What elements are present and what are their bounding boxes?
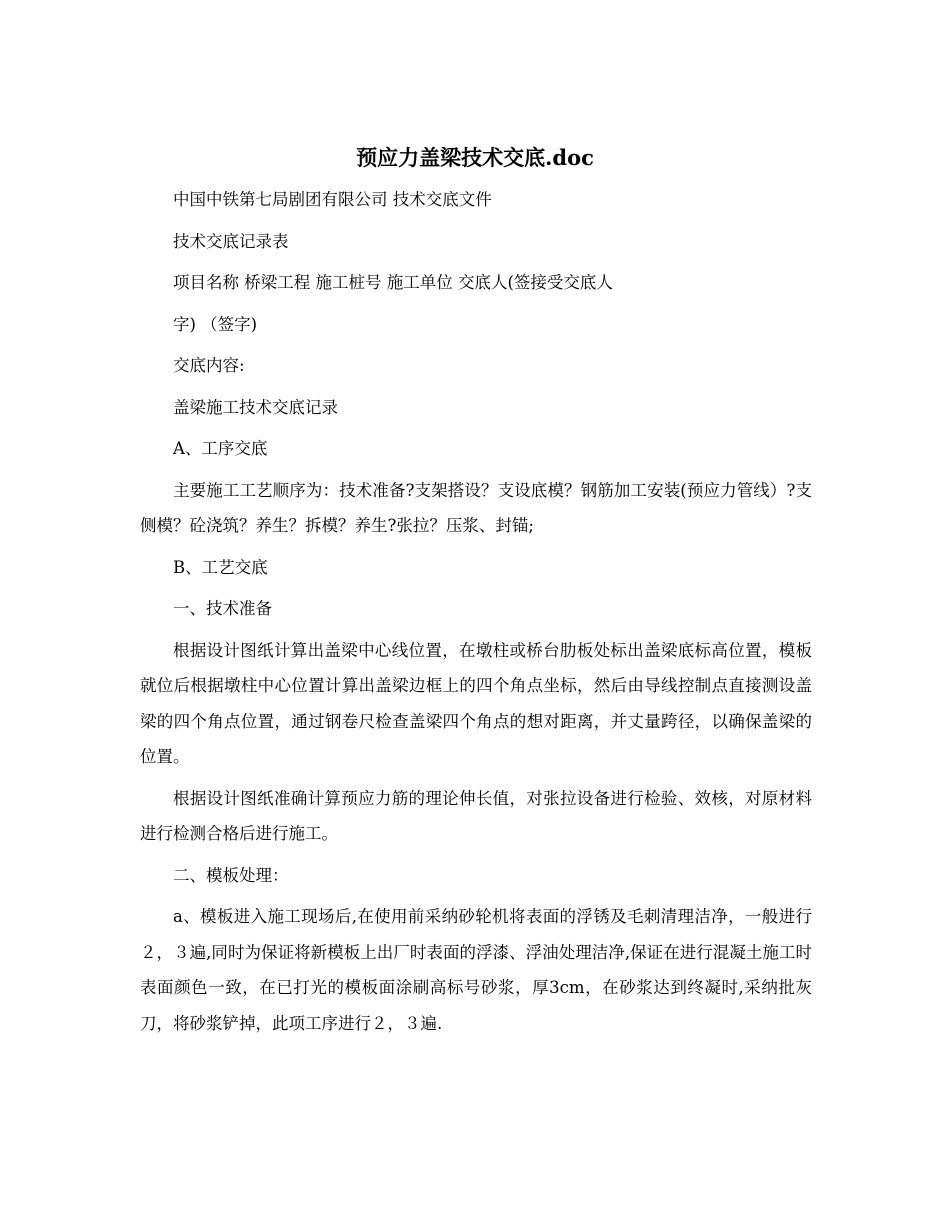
document-title: 预应力盖梁技术交底.doc bbox=[356, 145, 594, 170]
paragraph-heading-formwork: 二、模板处理： bbox=[173, 865, 289, 885]
paragraph-content-label: 交底内容: bbox=[173, 356, 245, 375]
paragraph-positioning: 根据设计图纸计算出盖梁中心线位置，在墩柱或桥台肋板处标出盖梁底标高位置，模板就位后根据墩柱中心位置计算出盖梁边框上的四个角点坐标，然后由导线控制点直接测设盖梁的四个角点位置，通过钢卷尺检查盖梁四个角点的想对距离，并丈量跨径，以确保盖梁的位置。 bbox=[140, 640, 812, 766]
paragraph-record-table-title: 技术交底记录表 bbox=[173, 231, 289, 251]
paragraph-signature-line: 字) （签字) bbox=[173, 314, 258, 334]
paragraph-heading-tech-prep: 一、技术准备 bbox=[173, 599, 272, 618]
paragraph-section-a: A、工序交底 bbox=[173, 439, 268, 458]
document-body bbox=[140, 182, 812, 1047]
paragraph-company-header: 中国中铁第七局剧团有限公司 技术交底文件 bbox=[173, 190, 492, 209]
paragraph-record-heading: 盖梁施工技术交底记录 bbox=[173, 397, 338, 417]
paragraph-prestress-calc: 根据设计图纸准确计算预应力筋的理论伸长值，对张拉设备进行检验、效核，对原材料进行检测合格后进行施工。 bbox=[140, 788, 812, 843]
paragraph-process-sequence: 主要施工工艺顺序为：技术准备?支架搭设？支设底模？钢筋加工安装(预应力管线）?支侧模？砼浇筑？养生？拆模？养生?张拉？压浆、封锚; bbox=[140, 480, 812, 535]
paragraph-project-fields: 项目名称 桥梁工程 施工桩号 施工单位 交底人(签接受交底人 bbox=[173, 273, 613, 292]
paragraph-formwork-treatment: a、模板进入施工现场后,在使用前采纳砂轮机将表面的浮锈及毛刺清理洁净，一般进行２，３遍,同时为保证将新模板上出厂时表面的浮漆、浮油处理洁净,保证在进行混凝土施工时表面颜色一致，在已打光的模板面涂刷高标号砂浆，厚3cm，在砂浆达到终凝时,采纳批灰刀，将砂浆铲掉，此项工序进行２，３遍. bbox=[140, 907, 812, 1033]
paragraph-section-b: B、工艺交底 bbox=[173, 557, 268, 577]
